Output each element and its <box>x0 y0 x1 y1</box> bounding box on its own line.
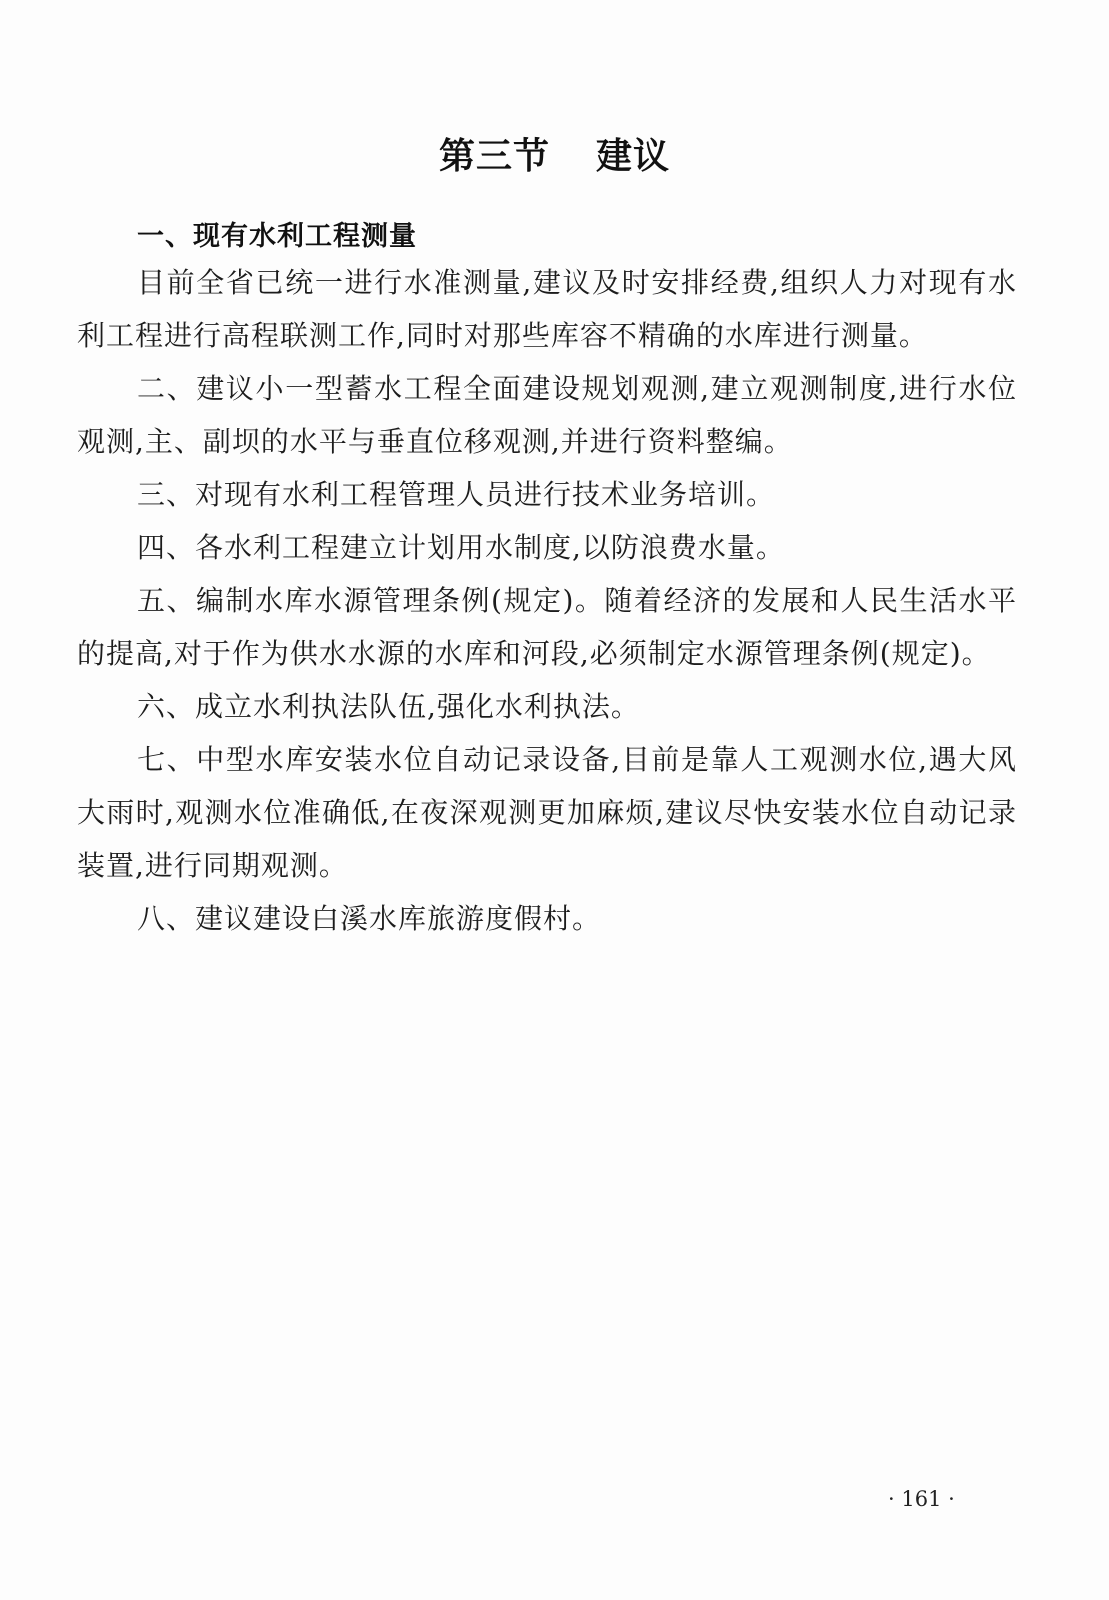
paragraph: 二、建议小一型蓄水工程全面建设规划观测,建立观测制度,进行水位观测,主、副坝的水平与垂直位移观测,并进行资料整编。 <box>77 372 1017 458</box>
paragraph: 三、对现有水利工程管理人员进行技术业务培训。 <box>137 478 776 511</box>
paragraph: 七、中型水库安装水位自动记录设备,目前是靠人工观测水位,遇大风大雨时,观测水位准确低,在夜深观测更加麻烦,建议尽快安装水位自动记录装置,进行同期观测。 <box>77 743 1017 882</box>
section-name: 建议 <box>596 136 671 177</box>
paragraph: 四、各水利工程建立计划用水制度,以防浪费水量。 <box>137 531 785 564</box>
paragraph: 五、编制水库水源管理条例(规定)。随着经济的发展和人民生活水平的提高,对于作为供水水源的水库和河段,必须制定水源管理条例(规定)。 <box>77 584 1017 670</box>
subheading: 一、现有水利工程测量 <box>137 221 417 252</box>
paragraph: 六、成立水利执法队伍,强化水利执法。 <box>137 690 640 723</box>
section-title <box>0 128 1109 179</box>
page-number: · 161 · <box>888 1487 955 1511</box>
section-number: 第三节 <box>438 136 550 177</box>
body-text <box>77 256 1017 945</box>
paragraph: 目前全省已统一进行水准测量,建议及时安排经费,组织人力对现有水利工程进行高程联测工作,同时对那些库容不精确的水库进行测量。 <box>77 266 1017 352</box>
paragraph: 八、建议建设白溪水库旅游度假村。 <box>137 902 602 935</box>
